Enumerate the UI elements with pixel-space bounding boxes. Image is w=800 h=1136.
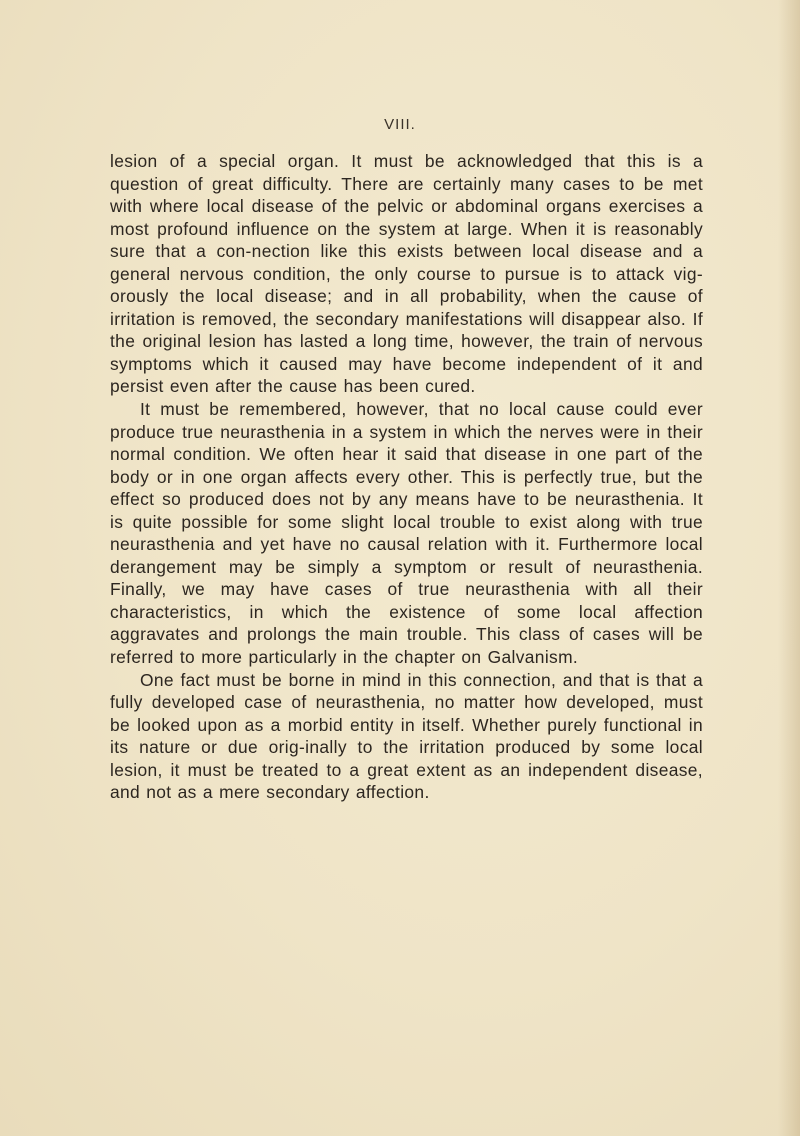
page-folio: VIII. [384, 116, 416, 133]
body-text [110, 150, 703, 804]
paragraph-3: One fact must be borne in mind in this connection, and that is that a fully developed case of neurasthenia, no matter how developed, must be looked upon as a morbid entity in itself. Whether purely functional in its nature or due orig-inally to the irritation produced by some local lesion, it must be treated to a great extent as an independent disease, and not as a mere secondary affection. [110, 669, 703, 803]
page-edge-shadow [778, 0, 800, 1136]
paragraph-1: lesion of a special organ. It must be acknowledged that this is a question of great difficulty. There are certainly many cases to be met with where local disease of the pelvic or abdominal organs exercises a most profound influence on the system at large. When it is reasonably sure that a con-nection like this exists between local disease and a general nervous condition, the only course to pursue is to attack vig-orously the local disease; and in all probability, when the cause of irritation is removed, the secondary manifestations will disappear also. If the original lesion has lasted a long time, however, the train of nervous symptoms which it caused may have become independent of it and persist even after the cause has been cured. [110, 151, 703, 397]
paragraph-2: It must be remembered, however, that no local cause could ever produce true neurasthenia in a system in which the nerves were in their normal condition. We often hear it said that disease in one part of the body or in one organ affects every other. This is perfectly true, but the effect so produced does not by any means have to be neurasthenia. It is quite possible for some slight local trouble to exist along with true neurasthenia and yet have no causal relation with it. Furthermore local derangement may be simply a symptom or result of neurasthenia. Finally, we may have cases of true neurasthenia with all their characteristics, in which the existence of some local affection aggravates and prolongs the main trouble. This class of cases will be referred to more particularly in the chapter on Galvanism. [110, 399, 703, 668]
